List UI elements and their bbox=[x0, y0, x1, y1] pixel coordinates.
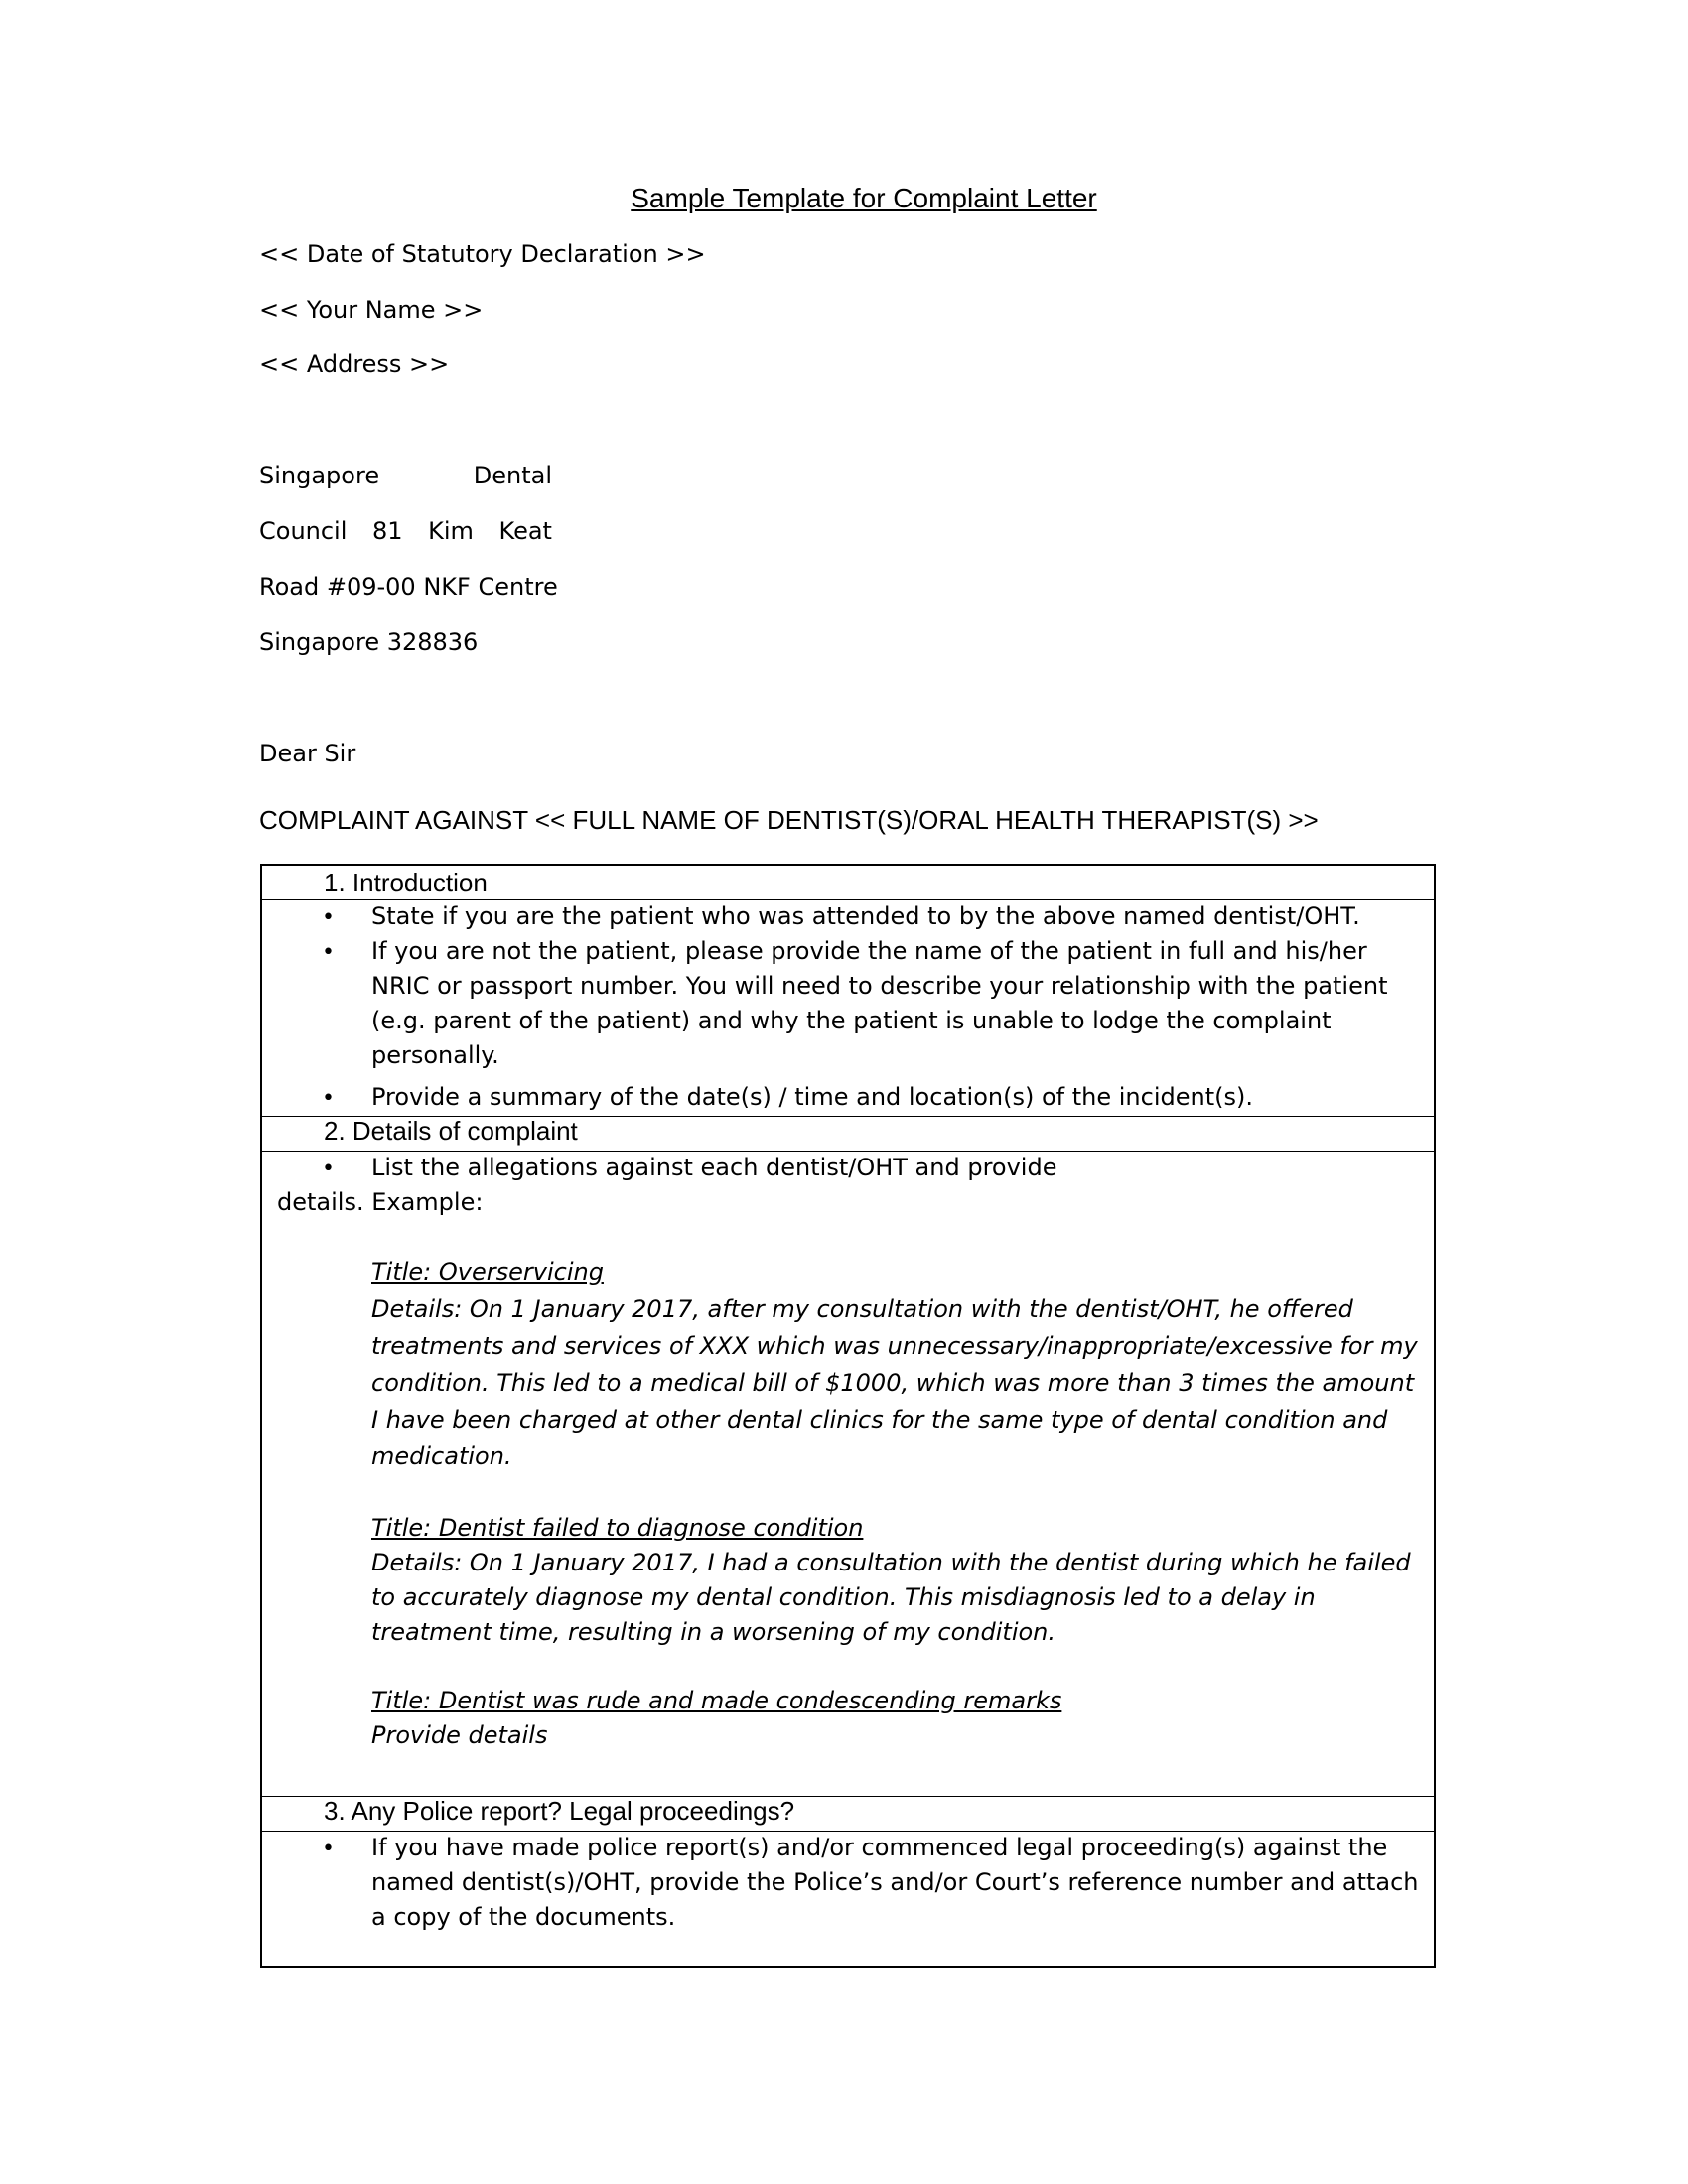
recipient-line-3: Road #09-00 NKF Centre bbox=[259, 573, 558, 601]
bullet-icon: • bbox=[322, 905, 335, 930]
details-bullet-line-2: details. Example: bbox=[277, 1188, 484, 1216]
bullet-icon: • bbox=[322, 1837, 335, 1861]
intro-bullet-2: If you are not the patient, please provide the name of the patient in full and his/her NRIC or passport number. You will need to describe your relationship with the patient (e.g. parent of the patient) and why the patient is unable to lodge the complaint personally. bbox=[371, 937, 1388, 1069]
bullet-icon: • bbox=[322, 940, 335, 965]
bullet-icon: • bbox=[322, 1157, 335, 1181]
recipient-word: Council bbox=[259, 517, 348, 545]
recipient-word: Kim bbox=[428, 517, 474, 545]
section-heading-introduction: 1. Introduction bbox=[324, 868, 488, 897]
recipient-word: 81 bbox=[372, 517, 403, 545]
name-placeholder: << Your Name >> bbox=[259, 296, 484, 324]
details-bullet-line-1: List the allegations against each dentist/OHT and provide bbox=[371, 1154, 1057, 1181]
example-details-failed-diagnosis: Details: On 1 January 2017, I had a consultation with the dentist during which he failed to accurately diagnose my dental condition. This misdiagnosis led to a delay in treatment time, resulting in a worsening of my condition. bbox=[371, 1549, 1411, 1646]
recipient-line-4: Singapore 328836 bbox=[259, 628, 479, 656]
example-details-overservicing: Details: On 1 January 2017, after my consultation with the dentist/OHT, he offered treatments and services of XXX which was unnecessary/inappropriate/excessive for my condition. This led to a medical bill of $1000, which was more than 3 times the amount I have been charged at other dental clinics for the same type of dental condition and medication. bbox=[371, 1296, 1418, 1470]
date-placeholder: << Date of Statutory Declaration >> bbox=[259, 240, 706, 268]
example-details-rude: Provide details bbox=[371, 1721, 548, 1749]
example-title-overservicing: Title: Overservicing bbox=[371, 1258, 604, 1286]
example-title-rude: Title: Dentist was rude and made condescending remarks bbox=[371, 1687, 1062, 1714]
intro-bullet-1: State if you are the patient who was attended to by the above named dentist/OHT. bbox=[371, 902, 1360, 930]
section-heading-details: 2. Details of complaint bbox=[324, 1116, 578, 1146]
section-heading-police: 3. Any Police report? Legal proceedings? bbox=[324, 1796, 795, 1826]
intro-bullet-3: Provide a summary of the date(s) / time and location(s) of the incident(s). bbox=[371, 1083, 1253, 1111]
recipient-word: Keat bbox=[498, 517, 552, 545]
complaint-table bbox=[260, 864, 1436, 1968]
address-placeholder: << Address >> bbox=[259, 350, 450, 378]
recipient-line-2 bbox=[259, 517, 552, 545]
page-title: Sample Template for Complaint Letter bbox=[631, 183, 1097, 213]
recipient-line-1-right: Dental bbox=[473, 462, 552, 489]
example-title-failed-diagnosis: Title: Dentist failed to diagnose condition bbox=[371, 1514, 864, 1542]
subject-line: COMPLAINT AGAINST << FULL NAME OF DENTIST(S)/ORAL HEALTH THERAPIST(S) >> bbox=[259, 805, 1319, 835]
recipient-line-1-left: Singapore bbox=[259, 462, 380, 489]
salutation: Dear Sir bbox=[259, 740, 356, 767]
bullet-icon: • bbox=[322, 1086, 335, 1111]
recipient-line-1 bbox=[259, 462, 552, 489]
police-bullet-1: If you have made police report(s) and/or commenced legal proceeding(s) against the named dentist(s)/OHT, provide the Police’s and/or Court’s reference number and attach a copy of the documents. bbox=[371, 1834, 1419, 1931]
